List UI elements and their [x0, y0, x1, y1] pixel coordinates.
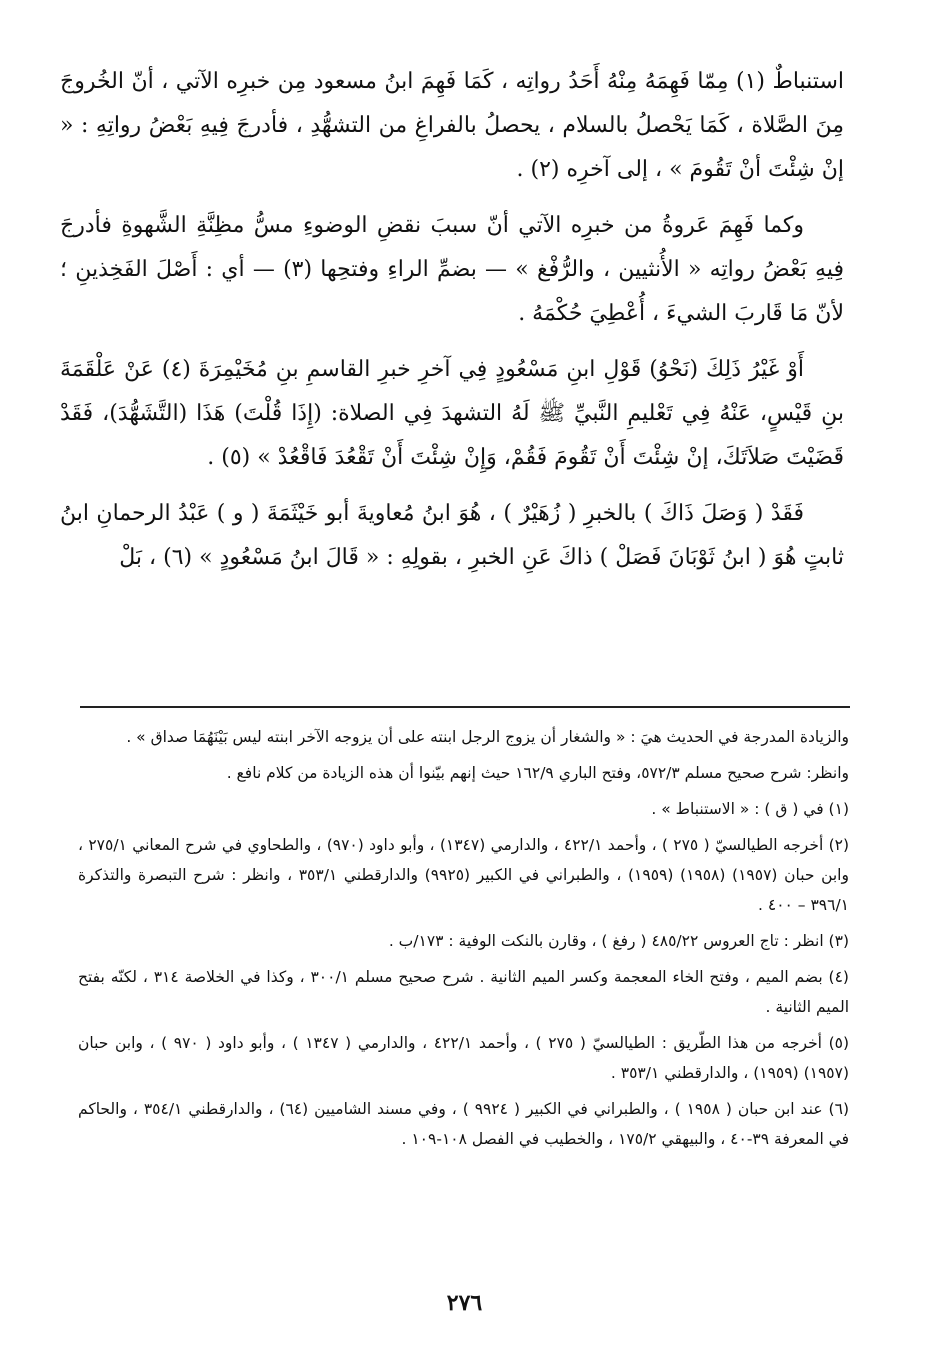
main-text: [60, 60, 844, 592]
footnote: (٦) عند ابن حبان ( ١٩٥٨ ) ، والطبراني في الكبير ( ٩٩٢٤ ) ، وفي مسند الشاميين (٦٤) ، والدارقطني ٣٥٤/١ ، والحاكم في المعرفة ٣٩-٤٠ ، والبيهقي ١٧٥/٢ ، والخطيب في الفصل ١٠٨-١٠٩ .: [78, 1100, 849, 1148]
footnotes: [78, 722, 849, 1160]
footnote: (١) في ( ق ) : « الاستنباط » .: [651, 800, 849, 818]
footnote: (٢) أخرجه الطيالسيّ ( ٢٧٥ ) ، وأحمد ٤٢٢/١ ، والدارمي (١٣٤٧) ، وأبو داود (٩٧٠) ، والطحاوي في شرح المعاني ٢٧٥/١ ، وابن حبان (١٩٥٧) (١٩٥٨) (١٩٥٩) ، والطبراني في الكبير (٩٩٢٥) والدارقطني ٣٥٣/١ ، وانظر : شرح التبصرة والتذكرة ٣٩٦/١ – ٤٠٠ .: [78, 836, 850, 914]
footnote: (٥) أخرجه من هذا الطّريق : الطيالسيّ ( ٢٧٥ ) ، وأحمد ٤٢٢/١ ، والدارمي ( ١٣٤٧ ) ، وأبو داود ( ٩٧٠ ) ، وابن حبان (١٩٥٧) (١٩٥٩) ، والدارقطني ٣٥٣/١ .: [78, 1034, 850, 1082]
footnote: (٤) بضم الميم ، وفتح الخاء المعجمة وكسر الميم الثانية . شرح صحيح مسلم ٣٠٠/١ ، وكذا في الخلاصة ٣١٤ ، لكنّه بفتح الميم الثانية .: [78, 968, 849, 1016]
footnote: (٣) انظر : تاج العروس ٤٨٥/٢٢ ( رفغ ) ، وقارن بالنكت الوفية : ١٧٣/ب .: [388, 932, 849, 950]
footnote: والزيادة المدرجة في الحديث هيَ : « والشغار أن يزوج الرجل ابنته على أن يزوجه الآخر ابنته ليس بَيْنَهُمَا صداق » .: [126, 728, 849, 746]
main-paragraph: فَقَدْ ( وَصَلَ ذَاكَ ) بالخبرِ ( زُهَيْرٌ ) ، هُوَ ابنُ مُعاويةَ أبو خَيْثَمَةَ ( و ) عَبْدُ الرحمانِ ابنُ ثابتٍ هُوَ ( ابنُ ثَوْبَانَ فَصَلْ ) ذاكَ عَنِ الخبرِ ، بقولِهِ : « قَالَ ابنُ مَسْعُودٍ » (٦) ، بَلْ: [60, 501, 844, 570]
main-paragraph: استنباطٌ (١) مِمّا فَهِمَهُ مِنْهُ أَحَدُ رواتِه ، كَمَا فَهِمَ ابنُ مسعود مِن خبرِه الآتي ، أنّ الخُروجَ مِنَ الصَّلاة ، كَمَا يَحْصلُ بالسلام ، يحصلُ بالفراغِ من التشهُّدِ ، فأدرجَ فِيهِ بَعْضُ رواتِهِ : « إنْ شِئْتَ أنْ تَقُومَ » ، إلى آخرِه (٢) .: [60, 69, 844, 182]
footnote-divider: [80, 706, 850, 708]
main-paragraph: وكما فَهِمَ عَروةُ من خبرِه الآتي أنّ سببَ نقضِ الوضوءِ مسُّ مظِنَّةِ الشَّهوةِ فأدرجَ فِيهِ بَعْضُ رواتِه « الأُنثيين ، والرُّفْغ » — بضمِّ الراءِ وفتحِها (٣) — أي : أَصْلَ الفَخِذينِ ؛ لأنّ مَا قَاربَ الشيءَ ، أُعْطِيَ حُكْمَهُ .: [60, 213, 845, 326]
main-paragraph: أَوْ غَيْرُ ذَلِكَ (نَحْوُ) قَوْلِ ابنِ مَسْعُودٍ فِي آخرِ خبرِ القاسمِ بنِ مُخَيْمِرَةَ (٤) عَنْ عَلْقَمَةَ بنِ قَيْسٍ، عَنْهُ فِي تَعْليمِ النَّبيِّ ﷺ لَهُ التشهدَ فِي الصلاة: (إِذَا قُلْتَ) هَذَا (التَّشَهُّدَ)، فَقَدْ قَضَيْتَ صَلاَتَكَ، إنْ شِئْتَ أَنْ تَقُومَ فَقُمْ، وَإِنْ شِئْتَ أَنْ تَقْعُدَ فَاقْعُدْ » (٥) .: [60, 357, 844, 470]
page-number: ٢٧٦: [446, 1290, 483, 1316]
footnote: وانظر: شرح صحيح مسلم ٥٧٢/٣، وفتح الباري ١٦٢/٩ حيث إنهم بيّنوا أن هذه الزيادة من كلام نافع .: [226, 764, 849, 782]
